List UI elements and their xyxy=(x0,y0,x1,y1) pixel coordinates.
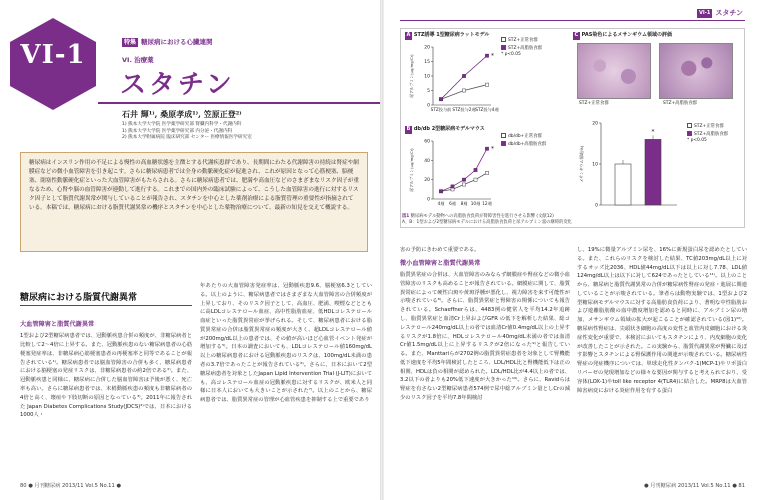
chart-c-ylabel: メサンギウム領域(%) xyxy=(579,145,584,183)
chart-c-significance-mark: * xyxy=(651,128,655,136)
chart-a-point-1-2 xyxy=(485,54,488,57)
chart-b-xtick-label-3: 10週 xyxy=(470,201,481,206)
column-2-text: 年あたりの大血管障害発症率は、冠動脈疾患9.6、脳梗塞6.3としている。以上のように、糖尿病患者ではさまざまな大血管障害の合併頻度が上昇しており、そのリスク因子として、高血圧、肥満、喫煙などとともに高LDLコレステロール血症、高中性脂肪血症、低HDLコレステロール血症といった脂質異常症が挙げられる。そして、糖尿病患者における脂質異常症の合併は脂質異常症の頻度が大きく、超LDLコレステロール値が200mg/dL以上の患者では、その値が高いほど心血管イベント発症が増加する⁵⁾。日本の調査においても、LDLコレステロール値160mg/dL以上の糖尿病患者における冠動脈疾患のリスクは、100mg/dL未満の患者の3.7倍であったことが報告されている⁶⁾。さらに、日本において2型糖尿病患者を対象としたJapan Lipid Intervention Trial (J-LIT)においても、高コレステロール血症の冠動脈疾患に対するリスクが、欧米人と同様に日本人においても大きいことが示された⁷⁾。以上のことから、糖尿病患者では、脂質異常症の管理が心血管疾患を抑制する上で重要であり xyxy=(200,283,372,404)
chart-b-xtick-label-0: 4週 xyxy=(437,201,445,206)
chart-b-ytick-label-3: 60 xyxy=(424,139,430,145)
chart-a-xtick-label-1: STZ投与2週 xyxy=(452,107,476,112)
section-label: VI. 治療薬 xyxy=(122,56,154,64)
chart-a-point-1-1 xyxy=(462,74,465,77)
chart-a-ylabel: 尿アルブミン(μg/mg/Cr) xyxy=(409,54,414,98)
chart-b xyxy=(407,135,567,217)
chart-a-point-0-1 xyxy=(462,89,465,92)
authors: 石井 輝¹⁾, 桑原孝成¹⁾, 笠原正登²⁾ xyxy=(122,109,242,119)
histology-label-1: STZ+正常食群 xyxy=(579,101,609,106)
chart-a xyxy=(407,41,567,123)
caption-detail: A、B：1型および2型糖尿病モデルにおける高脂肪食負荷と尿アルブミン量の継時的変化 xyxy=(402,220,572,226)
kicker-tag: 特集 xyxy=(124,39,137,47)
legend-a-pvalue: * p<0.05 xyxy=(501,52,521,58)
chart-a-ytick-label-4: 20 xyxy=(424,45,430,51)
chart-b-point-0-4 xyxy=(485,171,488,174)
legend-b-item-1: db/db+正常食群 xyxy=(501,133,546,141)
legend-c xyxy=(687,123,728,145)
chart-a-ytick-label-3: 15 xyxy=(424,60,430,65)
figure-caption xyxy=(402,214,742,226)
chart-a-ytick-label-2: 10 xyxy=(424,74,430,80)
chart-b-point-1-2 xyxy=(462,178,465,181)
title-rule xyxy=(98,102,380,104)
kicker xyxy=(122,38,213,48)
column-1-text: 1型および2型糖尿病患者では、冠動脈疾患合併の頻度が、非糖尿病者と比較して2〜4倍に上昇する。また、冠動脈疾患のない糖尿病患者の心筋梗塞発症率は、非糖尿病心筋梗塞患者の再梗塞率と同等であることが報告されている¹⁾。糖尿病患者では脳血管障害の合併も多く、糖尿病患者における脳梗塞の発症リスクは、非糖尿病患者の約2倍である²⁾。また、冠動脈疾患と同様に、糖尿病に合併した脳血管障害は予後が悪く、死亡率も高い。さらに糖尿病患者では、末梢動脈疾患の頻度も非糖尿病者の4倍と高く、壊疽や下肢切断の原因となっている³⁾。2011年に報告された Japan Diabetes Complications Study(JDCS)⁴⁾では、日本における1000人・ xyxy=(20,333,192,419)
chart-b-ytick-label-1: 20 xyxy=(424,178,430,184)
chart-b-point-1-0 xyxy=(439,190,442,193)
chart-b-significance-mark: * xyxy=(491,145,494,153)
chart-b-xtick-label-4: 12週 xyxy=(482,201,492,206)
histology-label-2: STZ+高脂肪食群 xyxy=(663,101,698,106)
affiliation-2: 1) 熊本大学大学院 医学薬学研究部 内分泌・代謝内科 xyxy=(122,128,233,134)
chart-c-ytick-label-1: 10 xyxy=(592,162,598,168)
legend-c-item-2: STZ+高脂肪食群 xyxy=(687,131,728,139)
affiliation-1: 1) 熊本大学大学院 医学薬学研究部 腎臓内科学・代謝内科 xyxy=(122,122,242,127)
section-rule xyxy=(20,305,192,306)
column-3-top: 害の予防にきわめて重要である。 xyxy=(400,247,480,253)
chart-b-point-1-1 xyxy=(451,185,454,188)
chart-c xyxy=(577,109,687,219)
histology-image-hfd xyxy=(659,43,733,99)
column-4-text: し、19%に微量アルブミン尿を、16%に新規蛋白尿を認めたとしている。また、これらのリスクを検討した結果、TC値203mg/dL以上に対するオッズ比2036、HDL値44mg/dL以下は以上に対し7.78、LDL値124mg/dL以上は以下に対して624であったとしている¹¹⁾。以上のことから、糖尿病と脂質代謝異常の合併が糖尿病性腎症の発症・進展に関連していることが示唆されている。筆者らは動物実験では、1型および2型糖尿病モデルマウスに対する高脂肪食負荷により、著明な中性脂肪および遊離脂肪酸の血中濃度増加を認めると同時に、アルブミン尿の増加、メサンギウム領域の拡大が起こることが確認されている(図1)¹²⁾。糖尿病性腎症は、尖頭状き細胞の高度の変性と血管内皮細胞における炎症性変化が重要で、本検討においてもスタチンにより、内皮細胞の変化が改善したことが示された。この実験から、脂質代謝異常が腎臓に及ぼす影響とスタチンによる腎保護作用の関連が示唆されている。糖尿病性腎症の発症機序については、単球走化性タンパク-1(MCP-1)やリポ蛋白リパーゼの発現増加などの様々な要因が関与すると考えられており、受容体(LOX-1)やtoll like receptor 4(TLR4)に結合した。MRP8は大血管障害病変における炎症作用を有する蛋白 xyxy=(577,247,747,394)
abstract-box xyxy=(20,152,368,252)
chart-c-ytick-label-0: 0 xyxy=(595,203,598,209)
footer-right: ● 月刊糖尿病 2013/11 Vol.5 No.11 ● 81 xyxy=(644,483,745,489)
chart-a-ytick-label-1: 5 xyxy=(427,89,430,94)
figure-1 xyxy=(400,28,745,228)
legend-c-item-1: STZ+正常食群 xyxy=(687,123,728,131)
chart-a-xtick-label-2: STZ投与4週 xyxy=(475,107,499,112)
chart-a-ytick-label-0: 0 xyxy=(427,103,430,109)
right-column-1 xyxy=(400,246,570,403)
running-header xyxy=(697,8,743,19)
panel-a-label: A STZ誘導 1型糖尿病ラットモデル xyxy=(406,32,490,38)
header-rule xyxy=(400,20,745,21)
abstract-text: 糖尿病はインスリン作用の不足による慢性の高血糖状態を主徴とする代謝疾患群であり、長期間にわたる代謝障害の持続は腎症や網膜症などの微小血管障害を引き起こす。さらに糖尿病患者では全身の動脈硬化症が促進され、これが原因となって心筋梗塞、脳梗塞、閉塞性動脈硬化症といった大血管障害がもたらされる。さらに糖尿病患者では、肥満や高血圧などのさまざまなリスク因子が重なるため、心腎や脳の血管障害が連動して進行する。これまでの国内外の臨床試験によって、こうした血管障害の進行に対するリスク因子として脂質代謝異常が関与していることが報告され、スタチンを中心とした薬剤治療による脂質管理の重要性が指摘されている。本稿では、糖尿病における脂質代謝異常の機序とスタチンを中心とした薬物治療について、最新の知見を交えて概説する。 xyxy=(29,160,359,212)
header-tag: VI-1 xyxy=(697,9,712,19)
panel-b-label: B db/db 2型糖尿病モデルマウス xyxy=(406,126,485,132)
header-title: スタチン xyxy=(715,9,743,17)
chart-b-ytick-label-0: 0 xyxy=(427,197,430,203)
chart-c-bar-1 xyxy=(645,139,661,205)
page-spine-edge xyxy=(383,0,384,500)
chapter-badge: VI-1 xyxy=(20,40,86,70)
column-3-text: 脂質異常症の合併は、大血管障害のみならず網膜症や腎症などの微小血管障害のリスクも高めることが報告されている。網膜症に関して、脂質異常症によって硬性白斑や黄斑浮腫が悪化し、視力障害を来す可能性が示唆されている⁸⁾。さらに、脂質異常症と腎障害の関係についても報告されている。Schaeffnerらは、4483例の健常人を平均14.2年追跡し、脂質異常症と血清Cr上昇およびGFR の低下を解析した結果、総コレステロール240mg/dL以上の者では血清Cr値0.4mg/dL以上の上昇するリスクが1.8倍に、HDLコレステロール40mg/dL未満の者では血清Cr値1.5mg/dL以上に上昇するリスクが2倍になった⁹⁾と報告している。また、Manttariらが2702例の脂質異常症患者を対象として腎機能低下速度を平均5年間検討したところ、LDL/HDL比と腎機能低下は正の相関、HDLは負の相関が認められた。LDL/HDL比が4.4以上の者では、3.2以下の者よりも20%低下速度が大きかった¹⁰⁾。さらに、Ravidらは腎症を有さない2型糖尿病患者574例で尿中総アルブミン量としCrの減少のリスク因子を平均7.8年間検討 xyxy=(400,272,570,402)
footer-left: 80 ● 月刊糖尿病 2013/11 Vol.5 No.11 ● xyxy=(20,483,121,489)
legend-a-item-1: STZ+正常食群 xyxy=(501,37,542,45)
chart-c-ytick-label-2: 20 xyxy=(592,121,598,127)
chart-b-ytick-label-2: 40 xyxy=(424,158,430,164)
histology-image-normal xyxy=(577,43,651,99)
affiliations xyxy=(122,122,252,142)
caption-title: 糖尿病モデル動物への高脂肪食負荷が腎障害性を進行させる影響 (文献12) xyxy=(410,214,554,219)
panel-c-label: C PAS染色によるメサンギウム領域の評価 xyxy=(574,32,673,38)
chart-b-ylabel: 尿アルブミン(μg/mg/Cr) xyxy=(409,148,414,192)
affiliation-3: 2) 熊本大学附属病院 臨床研究部 センター 医療情報医学研究室 xyxy=(122,135,252,141)
subsection-heading-1: 大血管障害と脂質代謝異常 xyxy=(20,321,95,328)
article-title: スタチン xyxy=(120,70,235,100)
chart-a-point-0-2 xyxy=(485,83,488,86)
kicker-text: 糖尿病における心臓連関 xyxy=(141,38,213,46)
chart-b-xtick-label-1: 6週 xyxy=(449,201,456,206)
chart-b-xtick-label-2: 8週 xyxy=(460,201,468,206)
chart-b-point-1-4 xyxy=(485,147,488,150)
chart-b-point-1-3 xyxy=(474,168,477,171)
chart-a-xtick-label-0: STZ投与前 xyxy=(430,107,452,112)
chart-a-point-1-0 xyxy=(439,98,442,101)
right-column-2 xyxy=(577,246,747,395)
chart-b-point-0-2 xyxy=(462,183,465,186)
left-column-2 xyxy=(200,282,372,405)
chart-c-bar-0 xyxy=(615,164,631,205)
caption-label: 図1 xyxy=(402,214,410,219)
legend-c-pvalue: * p<0.05 xyxy=(687,138,707,144)
chart-b-point-0-3 xyxy=(474,178,477,181)
chart-a-significance-mark: * xyxy=(491,52,494,60)
legend-b-item-2: db/db+高脂肪食群 xyxy=(501,141,546,149)
subsection-heading-2: 微小血管障害と脂質代謝異常 xyxy=(400,259,481,267)
legend-a-item-2: STZ+高脂肪食群 xyxy=(501,45,542,53)
section-heading: 糖尿病における脂質代謝異常 xyxy=(20,293,138,303)
left-column-1 xyxy=(20,318,192,420)
